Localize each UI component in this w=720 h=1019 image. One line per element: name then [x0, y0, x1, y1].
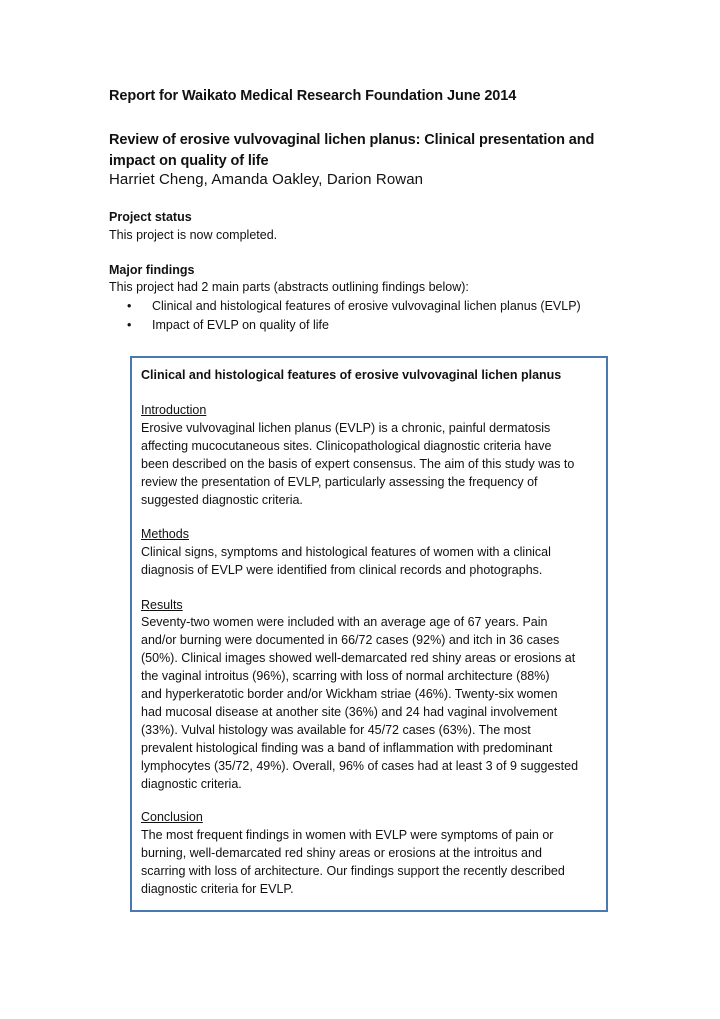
text-line: diagnostic criteria for EVLP.	[141, 882, 294, 896]
text-line: diagnosis of EVLP were identified from clinical records and photographs.	[141, 563, 543, 577]
major-findings-intro: This project had 2 main parts (abstracts outlining findings below):	[109, 280, 469, 294]
text-line: The most frequent findings in women with EVLP were symptoms of pain or	[141, 828, 554, 842]
text-line: (33%). Vulval histology was available for 45/72 cases (63%). The most	[141, 723, 531, 737]
authors: Harriet Cheng, Amanda Oakley, Darion Rowan	[109, 171, 424, 188]
project-status-heading: Project status	[109, 210, 192, 224]
results-text	[141, 613, 601, 793]
text-line: been described on the basis of expert consensus. The aim of this study was to	[141, 457, 575, 471]
text-line: suggested diagnostic criteria.	[141, 493, 303, 507]
major-findings-heading: Major findings	[109, 263, 195, 277]
text-line: burning, well-demarcated red shiny areas or erosions at the introitus and	[141, 846, 542, 860]
introduction-heading: Introduction	[141, 403, 207, 417]
finding-text: Clinical and histological features of erosive vulvovaginal lichen planus (EVLP)	[152, 299, 581, 313]
project-status-text: This project is now completed.	[109, 228, 278, 242]
text-line: prevalent histological finding was a band of inflammation with predominant	[141, 741, 553, 755]
bullet-icon: •	[127, 318, 132, 332]
text-line: Seventy-two women were included with an average age of 67 years. Pain	[141, 615, 548, 629]
text-line: the vaginal introitus (96%), scarring with loss of normal architecture (88%)	[141, 669, 550, 683]
text-line: diagnostic criteria.	[141, 777, 242, 791]
findings-list	[127, 297, 581, 335]
text-line: and/or burning were documented in 66/72 cases (92%) and itch in 36 cases	[141, 633, 560, 647]
methods-heading: Methods	[141, 527, 189, 541]
text-line: scarring with loss of architecture. Our findings support the recently described	[141, 864, 565, 878]
conclusion-text	[141, 826, 601, 898]
text-line: and hyperkeratotic border and/or Wickham striae (46%). Twenty-six women	[141, 687, 558, 701]
text-line: affecting mucocutaneous sites. Clinicopathological diagnostic criteria have	[141, 439, 552, 453]
list-item	[127, 316, 581, 335]
abstract-title: Clinical and histological features of erosive vulvovaginal lichen planus	[141, 368, 562, 382]
text-line: Clinical signs, symptoms and histological features of women with a clinical	[141, 545, 551, 559]
list-item	[127, 297, 581, 316]
report-title: Report for Waikato Medical Research Foundation June 2014	[109, 88, 517, 104]
results-heading: Results	[141, 598, 183, 612]
methods-text	[141, 543, 601, 579]
text-line: had mucosal disease at another site (36%) and 24 had vaginal involvement	[141, 705, 558, 719]
bullet-icon: •	[127, 299, 132, 313]
finding-text: Impact of EVLP on quality of life	[152, 318, 329, 332]
study-title: Review of erosive vulvovaginal lichen planus: Clinical presentation and impact on quality of life	[109, 132, 595, 169]
conclusion-heading: Conclusion	[141, 810, 203, 824]
text-line: (50%). Clinical images showed well-demarcated red shiny areas or erosions at	[141, 651, 576, 665]
text-line: lymphocytes (35/72, 49%). Overall, 96% of cases had at least 3 of 9 suggested	[141, 759, 579, 773]
introduction-text	[141, 419, 601, 509]
text-line: review the presentation of EVLP, particularly assessing the frequency of	[141, 475, 538, 489]
text-line: Erosive vulvovaginal lichen planus (EVLP) is a chronic, painful dermatosis	[141, 421, 551, 435]
